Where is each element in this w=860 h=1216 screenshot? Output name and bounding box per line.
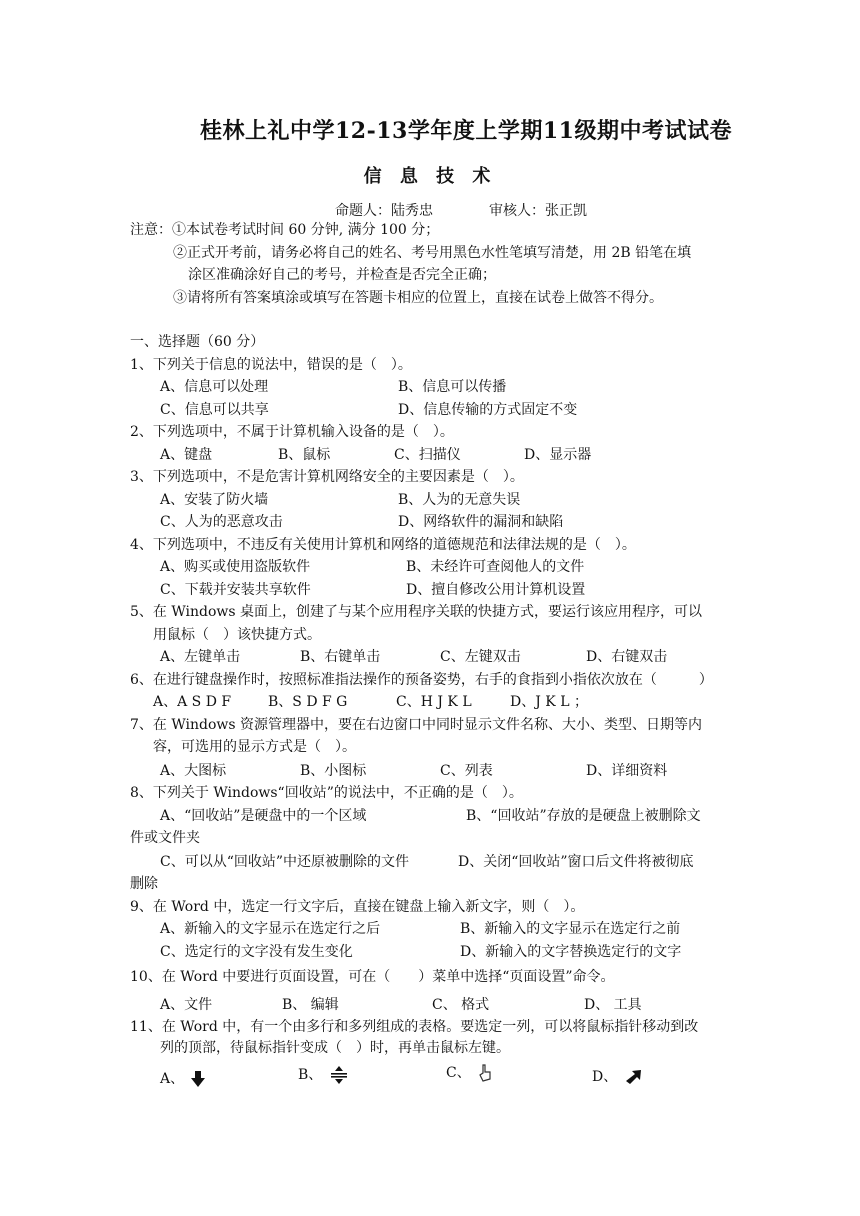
option-a: A、“回收站”是硬盘中的一个区域 — [160, 808, 367, 824]
option-b: B、新输入的文字显示在选定行之前 — [460, 921, 681, 937]
option-b — [298, 1064, 349, 1086]
notice-line-4: ③请将所有答案填涂或填写在答题卡相应的位置上，直接在试卷上做答不得分。 — [173, 290, 663, 306]
question-stem: 8、下列关于 Windows“回收站”的说法中，不正确的是（ ）。 — [130, 785, 523, 801]
question-stem: 6、在进行键盘操作时，按照标准指法操作的预备姿势，右手的食指到小指依次放在（ ） — [130, 672, 713, 688]
reviewer-label: 审核人：张正凯 — [489, 203, 587, 219]
option-d: D、擅自修改公用计算机设置 — [406, 582, 586, 598]
option-a: A、大图标 — [160, 763, 227, 779]
question-stem: 7、在 Windows 资源管理器中，要在右边窗口中同时显示文件名称、大小、类型、日期等内 — [130, 717, 703, 733]
option-b: B、鼠标 — [278, 447, 331, 463]
option-d-label: D、 — [592, 1069, 618, 1085]
option-a: A、购买或使用盗版软件 — [160, 559, 311, 575]
notice-line-1: 注意：①本试卷考试时间 60 分钟, 满分 100 分； — [130, 222, 440, 238]
option-a: A、新输入的文字显示在选定行之后 — [160, 921, 381, 937]
question-stem: 4、下列选项中，不违反有关使用计算机和网络的道德规范和法律法规的是（ ）。 — [130, 537, 636, 553]
option-b-continued: 件或文件夹 — [130, 830, 200, 846]
option-c: C、左键双击 — [440, 649, 521, 665]
option-d: D、 工具 — [584, 997, 642, 1013]
option-b: B、S D F G — [268, 694, 348, 710]
question-stem-continued: 用鼠标（ ）该快捷方式。 — [153, 627, 321, 643]
question-stem: 5、在 Windows 桌面上，创建了与某个应用程序关联的快捷方式，要运行该应用程序，可以 — [130, 604, 703, 620]
question-stem: 10、在 Word 中要进行页面设置，可在（ ）菜单中选择“页面设置”命令。 — [130, 969, 615, 985]
option-b: B、 编辑 — [282, 997, 339, 1013]
option-a: A、安装了防火墙 — [160, 492, 269, 508]
option-d: D、信息传输的方式固定不变 — [398, 402, 578, 418]
exam-title: 桂林上礼中学12-13学年度上学期11级期中考试试卷 — [200, 118, 732, 144]
option-a: A、信息可以处理 — [160, 379, 269, 395]
diagonal-arrow-pointer-icon — [624, 1069, 642, 1085]
option-d: D、网络软件的漏洞和缺陷 — [398, 514, 564, 530]
option-d: D、新输入的文字替换选定行的文字 — [460, 944, 682, 960]
option-c: C、 格式 — [432, 997, 490, 1013]
option-c: C、扫描仪 — [394, 447, 461, 463]
exam-subject: 信 息 技 术 — [363, 166, 497, 187]
option-b: B、“回收站”存放的是硬盘上被删除文 — [466, 808, 701, 824]
option-b: B、小图标 — [300, 763, 367, 779]
option-c: C、可以从“回收站”中还原被删除的文件 — [160, 854, 410, 870]
question-stem: 3、下列选项中，不是危害计算机网络安全的主要因素是（ ）。 — [130, 469, 524, 485]
section-heading: 一、选择题（60 分） — [130, 334, 265, 350]
option-d: D、右键双击 — [586, 649, 668, 665]
question-stem-continued: 容，可选用的显示方式是（ ）。 — [153, 739, 356, 755]
option-d: D、关闭“回收站”窗口后文件将被彻底 — [458, 854, 694, 870]
option-d-continued: 删除 — [130, 876, 158, 892]
option-c: C、信息可以共享 — [160, 402, 269, 418]
option-b: B、人为的无意失误 — [398, 492, 521, 508]
option-b: B、右键单击 — [300, 649, 381, 665]
question-stem: 2、下列选项中，不属于计算机输入设备的是（ ）。 — [130, 424, 454, 440]
hand-pointer-icon — [477, 1063, 495, 1083]
question-stem: 1、下列关于信息的说法中，错误的是（ ）。 — [130, 357, 412, 373]
option-d: D、J K L ； — [510, 694, 588, 710]
option-a: A、键盘 — [160, 447, 213, 463]
notice-line-3: 涂区准确涂好自己的考号，并检查是否完全正确； — [188, 267, 496, 283]
exam-authors — [335, 200, 587, 220]
option-a: A、左键单击 — [160, 649, 241, 665]
option-c — [446, 1062, 495, 1084]
option-a: A、文件 — [160, 997, 213, 1013]
option-a-label: A、 — [160, 1071, 185, 1087]
option-d — [592, 1066, 642, 1088]
option-c: C、选定行的文字没有发生变化 — [160, 944, 353, 960]
option-b: B、未经许可查阅他人的文件 — [406, 559, 585, 575]
option-c: C、下载并安装共享软件 — [160, 582, 311, 598]
question-stem: 9、在 Word 中，选定一行文字后，直接在键盘上输入新文字，则（ ）。 — [130, 899, 585, 915]
option-d: D、显示器 — [524, 447, 592, 463]
option-d: D、详细资料 — [586, 763, 668, 779]
option-a: A、A S D F — [153, 694, 232, 710]
question-stem-continued: 列的顶部，待鼠标指针变成（ ）时，再单击鼠标左键。 — [160, 1040, 510, 1056]
option-a — [160, 1068, 205, 1090]
option-c-label: C、 — [446, 1065, 471, 1081]
question-stem: 11、在 Word 中，有一个由多行和多列组成的表格。要选定一列，可以将鼠标指针移动到改 — [130, 1019, 699, 1035]
row-resize-pointer-icon — [329, 1065, 349, 1085]
notice-line-2: ②正式开考前，请务必将自己的姓名、考号用黑色水性笔填写清楚，用 2B 铅笔在填 — [173, 245, 692, 261]
setter-label: 命题人：陆秀忠 — [335, 203, 433, 219]
option-b: B、信息可以传播 — [398, 379, 507, 395]
option-b-label: B、 — [298, 1067, 323, 1083]
option-c: C、列表 — [440, 763, 493, 779]
option-c: C、人为的恶意攻击 — [160, 514, 283, 530]
option-c: C、H J K L — [396, 694, 472, 710]
down-arrow-pointer-icon — [191, 1071, 205, 1087]
